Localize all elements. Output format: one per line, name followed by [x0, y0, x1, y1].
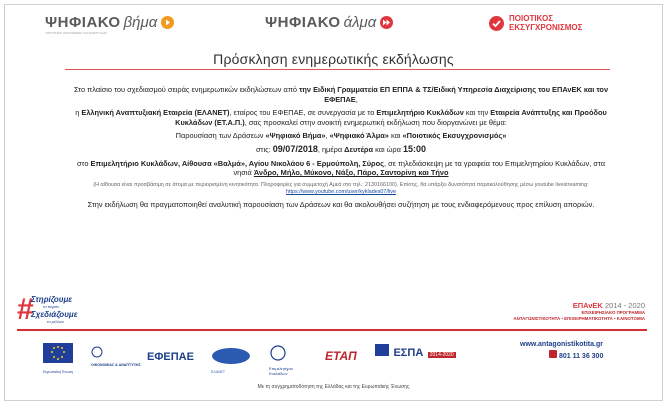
invitation-card [4, 4, 663, 401]
fast-forward-icon [380, 16, 393, 29]
phone-icon [549, 350, 557, 358]
intro-paragraph: Στο πλαίσιο του σχεδιασμού σειράς ενημερωτικών εκδηλώσεων από την Ειδική Γραμματεία ΕΠ ΕΠΠΑ & ΤΣ/Ειδική Υπηρεσία Διαχείρισης του ΕΠΑνΕΚ και τον ΕΦΕΠΑΕ, [73, 85, 609, 104]
espa-logo: ΕΣΠΑ 2014-2020 [375, 343, 456, 361]
slogan-logo: # Στηρίζουμε το παρόν Σχεδιάζουμε το μέλλον [17, 293, 78, 326]
website-link[interactable]: www.antagonistikotita.gr [520, 341, 603, 348]
epanek-logo: ΕΠΑνΕΚ 2014 - 2020 ΕΠΙΧΕΙΡΗΣΙΑΚΟ ΠΡΟΓΡΑΜΜΑ ΑΝΤΑΓΩΝΙΣΤΙΚΟΤΗΤΑ • ΕΠΙΧΕΙΡΗΜΑΤΙΚΟΤΗΤΑ • ΚΑΙΝΟΤΟΜΙΑ [513, 301, 645, 321]
footer-divider [17, 329, 647, 331]
phone-number: 801 11 36 300 [549, 350, 603, 360]
sponsor-logos [43, 343, 483, 375]
date-line: στις: 09/07/2018, ημέρα Δευτέρα και ώρα 15:00 [256, 143, 426, 154]
title-divider [65, 69, 610, 70]
page-title: Πρόσκληση ενημερωτικής εκδήλωσης [213, 51, 454, 67]
closing-paragraph: Στην εκδήλωση θα πραγματοποιηθεί αναλυτική παρουσίαση των Δράσεων και θα ακολουθήσει συζήτηση με τους ενδιαφερόμενους προς επίλυση απoριών. [87, 199, 595, 209]
psifiako-vima-logo: ΨΗΦΙΑΚΟ βήμα ΥΠΟΥΡΓΕΙΟ ΟΙΚΟΝΟΜΙΑΣ ΚΑΙ ΑΝΑΠΤΥΞΗΣ [45, 14, 174, 31]
header-logos [5, 14, 662, 40]
organizer-paragraph: η Ελληνική Αναπτυξιακή Εταιρεία (ΕΛΑΝΕΤ), εταίρος του ΕΦΕΠΑΕ, σε συνεργασία με το Επιμελητήριο Κυκλάδων και την Εταιρεία Ανάπτυξης και Προόδου Κυκλάδων (ΕΤ.Α.Π.), σας προσκαλεί στην ανοικτή ενημερωτική εκδήλωση που διοργανώνει με θέμα: [75, 108, 607, 127]
chamber-cyclades-logo: Επιμελητήριο Κυκλάδων [269, 345, 309, 376]
efepae-logo: ΕΦΕΠΑΕ [147, 351, 194, 363]
orange-arrow-icon [161, 16, 174, 29]
topic-paragraph: Παρουσίαση των Δράσεων «Ψηφιακό Βήμα», «Ψηφιακό Άλμα» και «Ποιοτικός Εκσυγχρονισμός» [175, 131, 507, 141]
quality-badge-icon [488, 15, 505, 32]
eu-flag-logo: Ευρωπαϊκή Ένωση [43, 343, 73, 374]
ministry-logo: ΟΙΚΟΝΟΜΙΑΣ & ΑΝΑΠΤΥΞΗΣ [91, 345, 141, 367]
accessibility-note: (Η αίθουσα είναι προσβάσιμη σε άτομα με περιορισμένη κινητικότητα. Πληροφορίες για συμμετοχή Αμεά στο τηλ.: 2130166100). Επίσης, θα υπάρξει δυνατότητα παρακολούθησης μέσω youtube livestreaming: https://www.youtube.com/user/kyklades07/live [93, 181, 589, 195]
poiotikos-eksygxronismos-logo: ΠΟΙΟΤΙΚΟΣ ΕΚΣΥΓΧΡΟΝΙΣΜΟΣ [488, 14, 582, 32]
elanet-logo: ΕΛΑΝΕΤ [211, 347, 251, 374]
etap-logo: ΕΤΑΠ [325, 349, 357, 363]
venue-paragraph: στο Επιμελητήριο Κυκλάδων, Αίθουσα «Βαλμά», Αγίου Νικολάου 6 - Ερμούπολη, Σύρος, σε τηλεδιάσκεψη με τα γραφεία του Επιμελητηρίου Κυκλάδων, στα νησιά Άνδρο, Μήλο, Μύκονο, Νάξο, Πάρο, Σαντορίνη και Τήνο [76, 158, 605, 178]
psifiako-alma-logo: ΨΗΦΙΑΚΟ άλμα [265, 14, 393, 31]
hashtag-icon: # [17, 293, 34, 326]
youtube-live-link[interactable]: https://www.youtube.com/user/kyklades07/live [286, 188, 396, 195]
cofunding-footer: Με τη συγχρηματοδότηση της Ελλάδας και της Ευρωπαϊκής Ένωσης [257, 384, 410, 390]
invitation-body [67, 85, 615, 213]
